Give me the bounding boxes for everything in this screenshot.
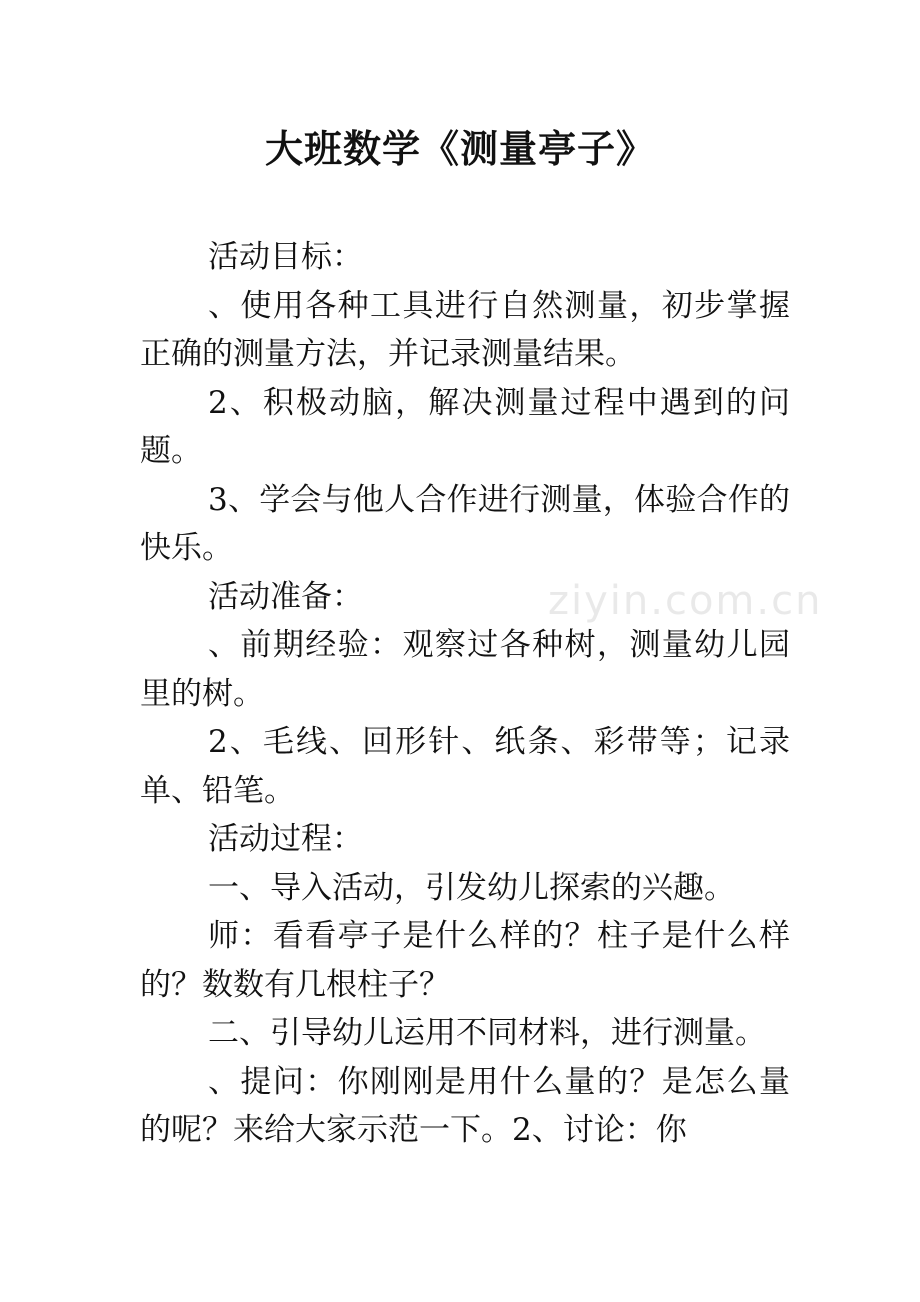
goal-item-3: 3、学会与他人合作进行测量，体验合作的快乐。: [140, 481, 790, 566]
preparation-item-1: 、前期经验：观察过各种树，测量幼儿园里的树。: [140, 627, 790, 712]
process-teacher-prompt: 师：看看亭子是什么样的？柱子是什么样的？数数有几根柱子？: [140, 918, 790, 1003]
document-title: 大班数学《测量亭子》: [264, 126, 655, 171]
watermark-text: ziyin.com.cn: [548, 578, 823, 624]
preparation-item-2: 2、毛线、回形针、纸条、彩带等；记录单、铅笔。: [140, 724, 790, 809]
section-heading-goals: 活动目标：: [208, 239, 363, 275]
section-heading-preparation: 活动准备：: [208, 578, 363, 615]
document-body: [140, 233, 790, 1155]
section-heading-process: 活动过程：: [208, 821, 363, 857]
goal-item-1: 、使用各种工具进行自然测量，初步掌握正确的测量方法，并记录测量结果。: [140, 287, 790, 372]
goal-item-2: 2、积极动脑，解决测量过程中遇到的问题。: [140, 384, 790, 469]
process-step-2: 二、引导幼儿运用不同材料，进行测量。: [208, 1015, 766, 1051]
process-step-1: 一、导入活动，引发幼儿探索的兴趣。: [208, 869, 735, 906]
process-question: 、提问：你刚刚是用什么量的？是怎么量的呢？来给大家示范一下。2、讨论：你: [140, 1063, 790, 1148]
